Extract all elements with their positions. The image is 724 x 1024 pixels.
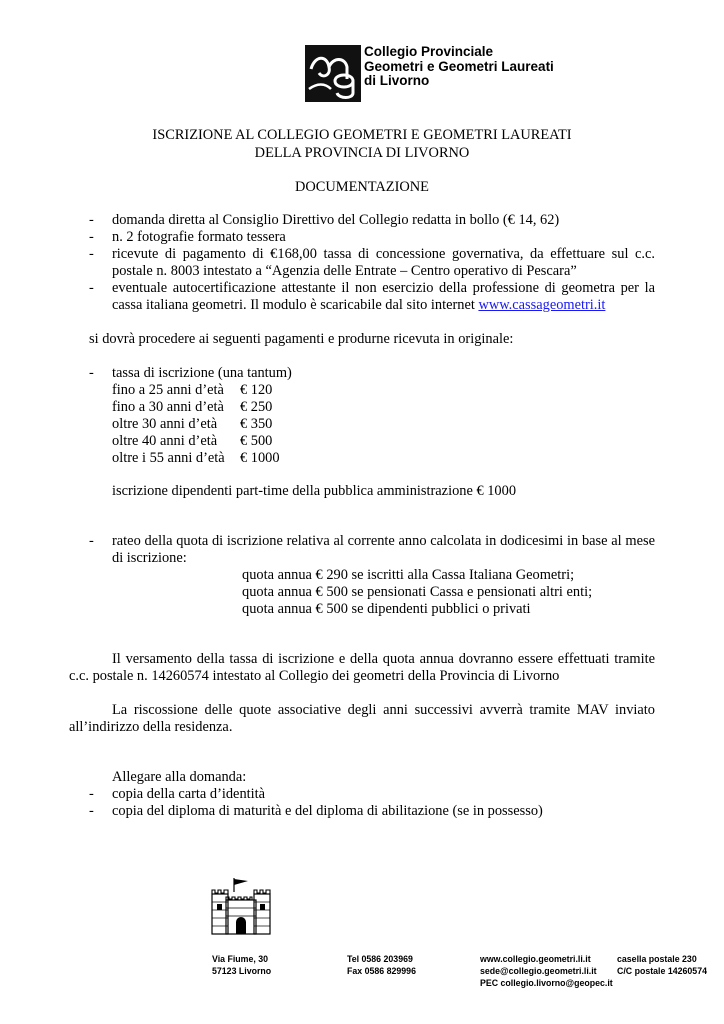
doc-item-application: domanda diretta al Consiglio Direttivo del Collegio redatta in bollo (€ 14, 62) xyxy=(112,212,560,228)
logo-line-1: Collegio Provinciale xyxy=(364,44,494,59)
list-dash: - xyxy=(89,533,94,549)
footer-po-box: casella postale 230 xyxy=(617,954,697,964)
list-dash: - xyxy=(89,786,94,802)
document-title-line1: ISCRIZIONE AL COLLEGIO GEOMETRI E GEOMETRI LAUREATI xyxy=(152,127,572,143)
fee-row-label: fino a 25 anni d’età xyxy=(112,382,224,398)
list-dash: - xyxy=(89,229,94,245)
attachment-id-card: copia della carta d’identità xyxy=(112,786,266,802)
list-dash: - xyxy=(89,803,94,819)
self-certification-text: eventuale autocertificazione attestante il non esercizio della professione di geometra per la cassa italiana geometri. Il modulo è scaricabile dal sito internet xyxy=(112,280,655,313)
fee-row-amount: € 120 xyxy=(240,382,273,398)
footer-fax: Fax 0586 829996 xyxy=(347,966,416,976)
list-dash: - xyxy=(89,365,94,381)
fee-row-amount: € 1000 xyxy=(240,450,280,466)
fee-row-amount: € 500 xyxy=(240,433,273,449)
mav-collection-note: La riscossione delle quote associative degli anni successivi avverrà tramite MAV inviato all’indirizzo della residenza. xyxy=(69,702,655,735)
footer-phone: Tel 0586 203969 xyxy=(347,954,413,964)
cng-logo-icon xyxy=(305,45,361,102)
college-logo-mark xyxy=(305,45,361,102)
document-title-line2: DELLA PROVINCIA DI LIVORNO xyxy=(254,145,470,161)
fee-row-label: fino a 30 anni d’età xyxy=(112,399,224,415)
quota-line: quota annua € 290 se iscritti alla Cassa Italiana Geometri; xyxy=(242,567,575,583)
footer-address-street: Via Fiume, 30 xyxy=(212,954,269,964)
footer-postal-account: C/C postale 14260574 xyxy=(617,966,707,976)
logo-line-2: Geometri e Geometri Laureati xyxy=(364,58,554,74)
footer-pec[interactable]: PEC collegio.livorno@geopec.it xyxy=(480,978,613,988)
list-dash: - xyxy=(89,246,94,262)
annual-quota-rateo: rateo della quota di iscrizione relativa al corrente anno calcolata in dodicesimi in base al mese di iscrizione: xyxy=(112,533,655,566)
quota-line: quota annua € 500 se pensionati Cassa e pensionati altri enti; xyxy=(242,584,593,600)
fee-row-label: oltre i 55 anni d’età xyxy=(112,450,225,466)
fee-row-amount: € 250 xyxy=(240,399,273,415)
section-heading-documentazione: DOCUMENTAZIONE xyxy=(295,179,429,195)
fee-row-amount: € 350 xyxy=(240,416,273,432)
fee-row-label: oltre 30 anni d’età xyxy=(112,416,218,432)
payment-method-note: Il versamento della tassa di iscrizione e della quota annua dovranno essere effettuati tramite c.c. postale n. 14260574 intestato al Collegio dei geometri della Provincia di Livorno xyxy=(69,651,655,684)
college-logo-text xyxy=(364,45,554,89)
doc-item-government-fee: ricevute di pagamento di €168,00 tassa di concessione governativa, da effettuare sul c.c. postale n. 8003 intestato a “Agenzia delle Entrate – Centro operativo di Pescara” xyxy=(112,246,655,279)
registration-fee-heading: tassa di iscrizione (una tantum) xyxy=(112,365,292,381)
cassageometri-link[interactable]: www.cassageometri.it xyxy=(478,297,606,313)
quota-line: quota annua € 500 se dipendenti pubblici o privati xyxy=(242,601,531,617)
doc-item-photos: n. 2 fotografie formato tessera xyxy=(112,229,286,245)
payments-intro: si dovrà procedere ai seguenti pagamenti e produrne ricevuta in originale: xyxy=(89,331,514,347)
footer-website[interactable]: www.collegio.geometri.li.it xyxy=(480,954,591,964)
castle-emblem-icon xyxy=(210,876,272,936)
footer-address-city: 57123 Livorno xyxy=(212,966,272,976)
attachments-heading: Allegare alla domanda: xyxy=(112,769,247,785)
attachment-diplomas: copia del diploma di maturità e del diploma di abilitazione (se in possesso) xyxy=(112,803,543,819)
doc-item-self-certification xyxy=(112,280,655,314)
list-dash: - xyxy=(89,212,94,228)
part-time-fee: iscrizione dipendenti part-time della pubblica amministrazione € 1000 xyxy=(112,483,517,499)
logo-line-3: di Livorno xyxy=(364,73,430,88)
fee-row-label: oltre 40 anni d’età xyxy=(112,433,218,449)
list-dash: - xyxy=(89,280,94,296)
footer-email[interactable]: sede@collegio.geometri.li.it xyxy=(480,966,597,976)
